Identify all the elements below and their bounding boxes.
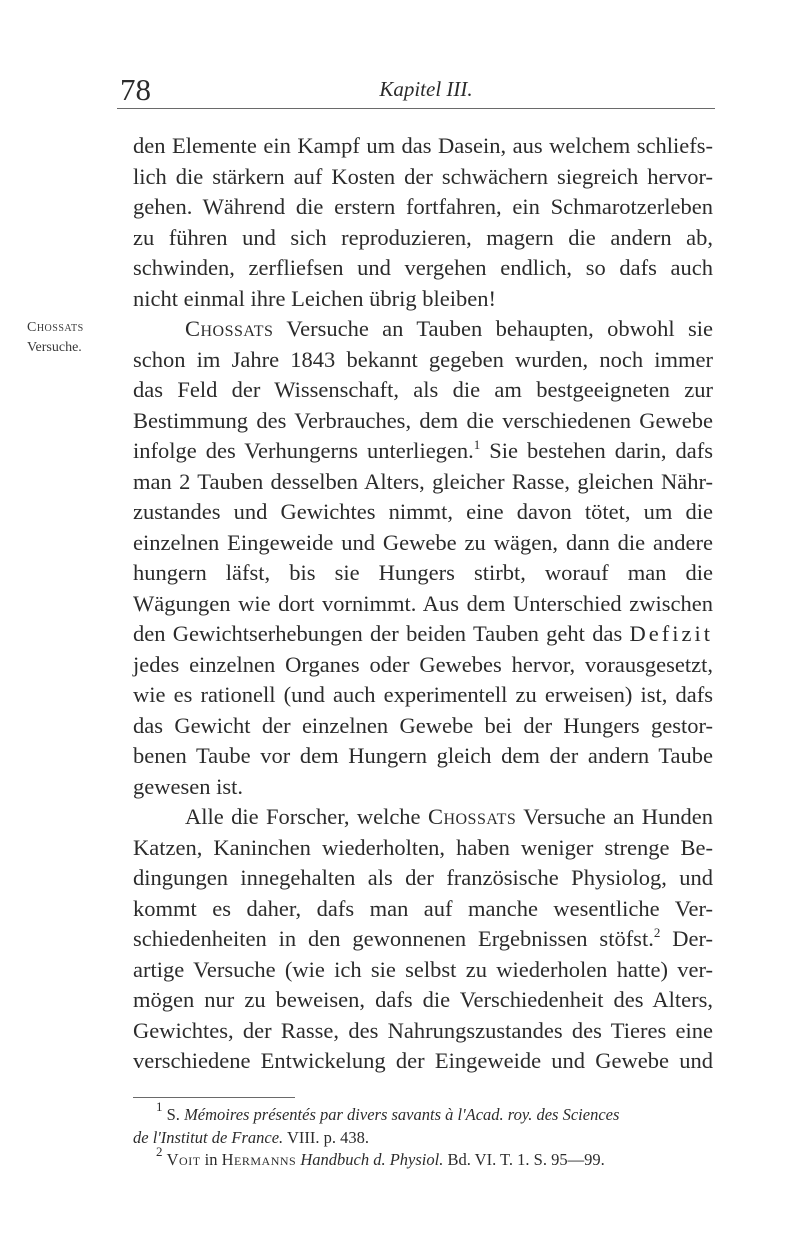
text-run: infolge des Verhungerns unterliegen.	[133, 438, 474, 463]
text-line: gewesen ist.	[133, 773, 243, 799]
text-line: das Feld der Wissenschaft, als die am bestgeeigneten zur	[133, 377, 713, 402]
text-run: Sie bestehen darin, dafs	[489, 438, 714, 463]
text-run: Der-	[672, 926, 714, 951]
body-text	[133, 131, 713, 1077]
text-run: schiedenheiten in den gewonnenen Ergebnissen stöfst.	[133, 926, 654, 951]
text-run: Versuche an Hunden	[523, 804, 714, 829]
footnote-text: VIII. p. 438.	[287, 1127, 370, 1147]
author-name: Chossats	[185, 316, 274, 341]
text-run: den Gewichtserhebungen der beiden Tauben geht das	[133, 621, 623, 646]
text-line	[133, 802, 713, 833]
footnote-rule	[133, 1097, 295, 1098]
footnote-text: Bd. VI. T. 1. S. 95—99.	[447, 1150, 605, 1169]
footnote-author: Voit	[166, 1150, 201, 1169]
footnote-title: Handbuch d. Physiol.	[300, 1150, 444, 1169]
text-line: schon im Jahre 1843 bekannt gegeben wurden, noch immer	[133, 346, 713, 372]
page-header	[117, 72, 715, 109]
text-line: benen Taube vor dem Hungern gleich dem der andern Taube	[133, 743, 713, 768]
text-line: Katzen, Kaninchen wiederholten, haben weniger strenge Be-	[133, 834, 713, 860]
running-head: Kapitel III.	[379, 77, 473, 101]
text-line: hungern läfst, bis sie Hungers stirbt, worauf man die	[133, 560, 713, 585]
text-line: nicht einmal ihre Leichen übrig bleiben!	[133, 285, 496, 311]
text-line: Wägungen wie dort vornimmt. Aus dem Unterschied zwischen	[133, 590, 713, 616]
text-line: jedes einzelnen Organes oder Gewebes hervor, vorausgesetzt,	[133, 651, 713, 677]
text-line: zustandes und Gewichtes nimmt, eine davon tötet, um die	[133, 499, 713, 524]
text-line: dingungen innegehalten als der französische Physiolog, und	[133, 865, 713, 890]
author-name: Chossats	[427, 804, 517, 829]
margin-note	[27, 318, 112, 358]
footnote-title: Mémoires présentés par divers savants à l'Acad. roy. des Sciences	[184, 1105, 620, 1124]
margin-note-line-1: Chossats	[27, 320, 84, 335]
text-line: das Gewicht der einzelnen Gewebe bei der Hungers gestor-	[133, 712, 713, 738]
text-line	[133, 314, 713, 345]
footnote-number: 1	[156, 1099, 163, 1114]
margin-note-line-2: Versuche.	[27, 340, 82, 355]
text-line: wie es rationell (und auch experimentell zu erweisen) ist, dafs	[133, 682, 713, 707]
text-run: Versuche an Tauben behaupten, obwohl sie	[286, 316, 713, 341]
text-line: den Elemente ein Kampf um das Dasein, aus welchem schliefs-	[133, 133, 713, 158]
footnote-number: 2	[156, 1144, 163, 1159]
text-line	[133, 924, 713, 955]
page-number: 78	[120, 72, 151, 107]
text-line: mögen nur zu beweisen, dafs die Verschiedenheit des Alters,	[133, 987, 713, 1012]
footnote-2	[133, 1144, 716, 1172]
spaced-term: Defizit	[629, 621, 713, 646]
text-line	[133, 436, 713, 467]
text-line: einzelnen Eingeweide und Gewebe zu wägen, dann die andere	[133, 529, 713, 555]
text-line: schwinden, zerfliefsen und vergehen endlich, so dafs auch	[133, 255, 713, 280]
text-line: verschiedene Entwickelung der Eingeweide und Gewebe und	[133, 1048, 713, 1073]
text-line: man 2 Tauben desselben Alters, gleicher Rasse, gleichen Nähr-	[133, 468, 713, 494]
footnote-text: S.	[166, 1105, 180, 1124]
footnotes	[133, 1099, 716, 1172]
text-line	[133, 619, 713, 650]
text-line: gehen. Während die erstern fortfahren, ein Schmarotzerleben	[133, 194, 713, 219]
text-line: lich die stärkern auf Kosten der schwächern siegreich hervor-	[133, 163, 713, 189]
text-run: Alle die Forscher, welche	[185, 804, 421, 829]
text-line: Gewichtes, der Rasse, des Nahrungszustandes des Tieres eine	[133, 1017, 713, 1043]
text-line: kommt es daher, dafs man auf manche wesentliche Ver-	[133, 895, 713, 921]
footnote-1	[133, 1099, 716, 1127]
footnote-editor: Hermanns	[221, 1150, 297, 1169]
footnote-ref: 1	[473, 437, 481, 452]
footnote-1-continued	[133, 1127, 716, 1150]
footnote-ref: 2	[653, 925, 661, 940]
footnote-text: in	[204, 1150, 218, 1169]
text-line: Bestimmung des Verbrauches, dem die verschiedenen Gewebe	[133, 407, 713, 433]
text-line: zu führen und sich reproduzieren, magern die andern ab,	[133, 224, 713, 250]
footnote-title: de l'Institut de France.	[133, 1127, 284, 1147]
text-line: artige Versuche (wie ich sie selbst zu wiederholen hatte) ver-	[133, 956, 713, 982]
